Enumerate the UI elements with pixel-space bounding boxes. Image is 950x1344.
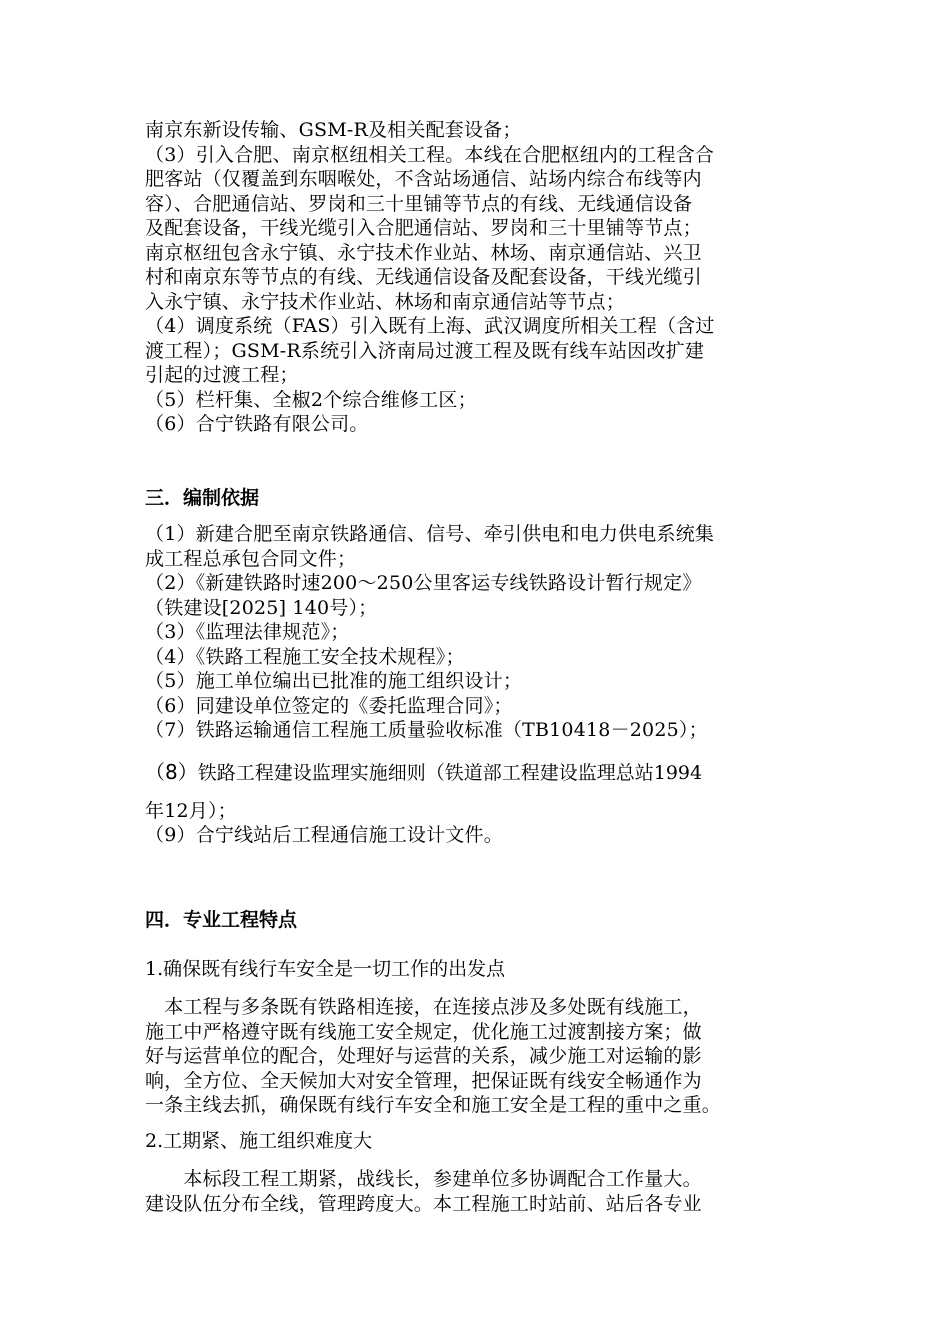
list-item: （铁建设[2025] 140号）； xyxy=(145,596,378,619)
text-line: （5）栏杆集、全椒2个综合维修工区； xyxy=(145,388,477,411)
paragraph-line: 本标段工程工期紧，战线长，参建单位多协调配合工作量大。 xyxy=(145,1168,702,1190)
text-line: 容）、合肥通信站、罗岗和三十里铺等节点的有线、无线通信设备 xyxy=(145,192,693,215)
list-item-8 xyxy=(145,758,702,787)
list-item: （1）新建合肥至南京铁路通信、信号、牵引供电和电力供电系统集 xyxy=(145,523,715,545)
list-item: （5）施工单位编出已批准的施工组织设计； xyxy=(145,670,523,692)
list-item: （9）合宁线站后工程通信施工设计文件。 xyxy=(145,824,503,846)
subheading-1: 1.确保既有线行车安全是一切工作的出发点 xyxy=(145,958,506,980)
paragraph-line: 一条主线去抓，确保既有线行车安全和施工安全是工程的重中之重。 xyxy=(145,1094,722,1116)
list-item: （7）铁路运输通信工程施工质量验收标准（TB10418－2025）； xyxy=(145,719,708,741)
paragraph-line: 好与运营单位的配合，处理好与运营的关系，减少施工对运输的影 xyxy=(145,1045,702,1067)
basis-list xyxy=(145,522,714,743)
text-line: 入永宁镇、永宁技术作业站、林场和南京通信站等节点； xyxy=(145,290,626,313)
paragraph-line: 本工程与多条既有铁路相连接，在连接点涉及多处既有线施工， xyxy=(145,996,702,1018)
section-heading-3: 三．编制依据 xyxy=(145,487,260,509)
paragraph-2 xyxy=(145,1167,702,1216)
list-item-number: （8） xyxy=(145,760,198,784)
text-line: 及配套设备，干线光缆引入合肥通信站、罗岗和三十里铺等节点； xyxy=(145,217,702,239)
list-item-continuation: 年12月）； xyxy=(145,800,237,822)
subheading-2: 2.工期紧、施工组织难度大 xyxy=(145,1130,373,1152)
paragraph-1 xyxy=(145,995,721,1118)
text-line: 南京枢纽包含永宁镇、永宁技术作业站、林场、南京通信站、兴卫 xyxy=(145,241,702,264)
list-item: （3）《监理法律规范》； xyxy=(145,621,350,643)
paragraph-line: 建设队伍分布全线，管理跨度大。本工程施工时站前、站后各专业 xyxy=(145,1192,702,1215)
text-line: （3）引入合肥、南京枢纽相关工程。本线在合肥枢纽内的工程含合 xyxy=(145,143,715,166)
text-line: 南京东新设传输、GSM-R及相关配套设备； xyxy=(145,119,522,141)
text-line: 肥客站（仅覆盖到东咽喉处，不含站场通信、站场内综合布线等内 xyxy=(145,168,702,190)
paragraph-line: 响，全方位、全天候加大对安全管理，把保证既有线安全畅通作为 xyxy=(145,1069,702,1092)
intro-block xyxy=(145,118,715,437)
list-item: （6）同建设单位签定的《委托监理合同》； xyxy=(145,694,513,717)
list-item: 成工程总承包合同文件； xyxy=(145,547,357,570)
text-line: （6）合宁铁路有限公司。 xyxy=(145,413,369,435)
list-item: （4）《铁路工程施工安全技术规程》； xyxy=(145,645,465,668)
text-line: （4）调度系统（FAS）引入既有上海、武汉调度所相关工程（含过 xyxy=(145,315,715,337)
paragraph-line: 施工中严格遵守既有线施工安全规定，优化施工过渡割接方案；做 xyxy=(145,1020,702,1043)
section-heading-4: 四．专业工程特点 xyxy=(145,909,298,931)
text-line: 引起的过渡工程； xyxy=(145,364,299,386)
text-line: 渡工程）；GSM-R系统引入济南局过渡工程及既有线车站因改扩建 xyxy=(145,339,705,362)
list-item-text: 铁路工程建设监理实施细则（铁道部工程建设监理总站1994 xyxy=(197,762,703,784)
list-item: （2）《新建铁路时速200～250公里客运专线铁路设计暂行规定》 xyxy=(145,572,702,594)
text-line: 村和南京东等节点的有线、无线通信设备及配套设备，干线光缆引 xyxy=(145,266,702,288)
